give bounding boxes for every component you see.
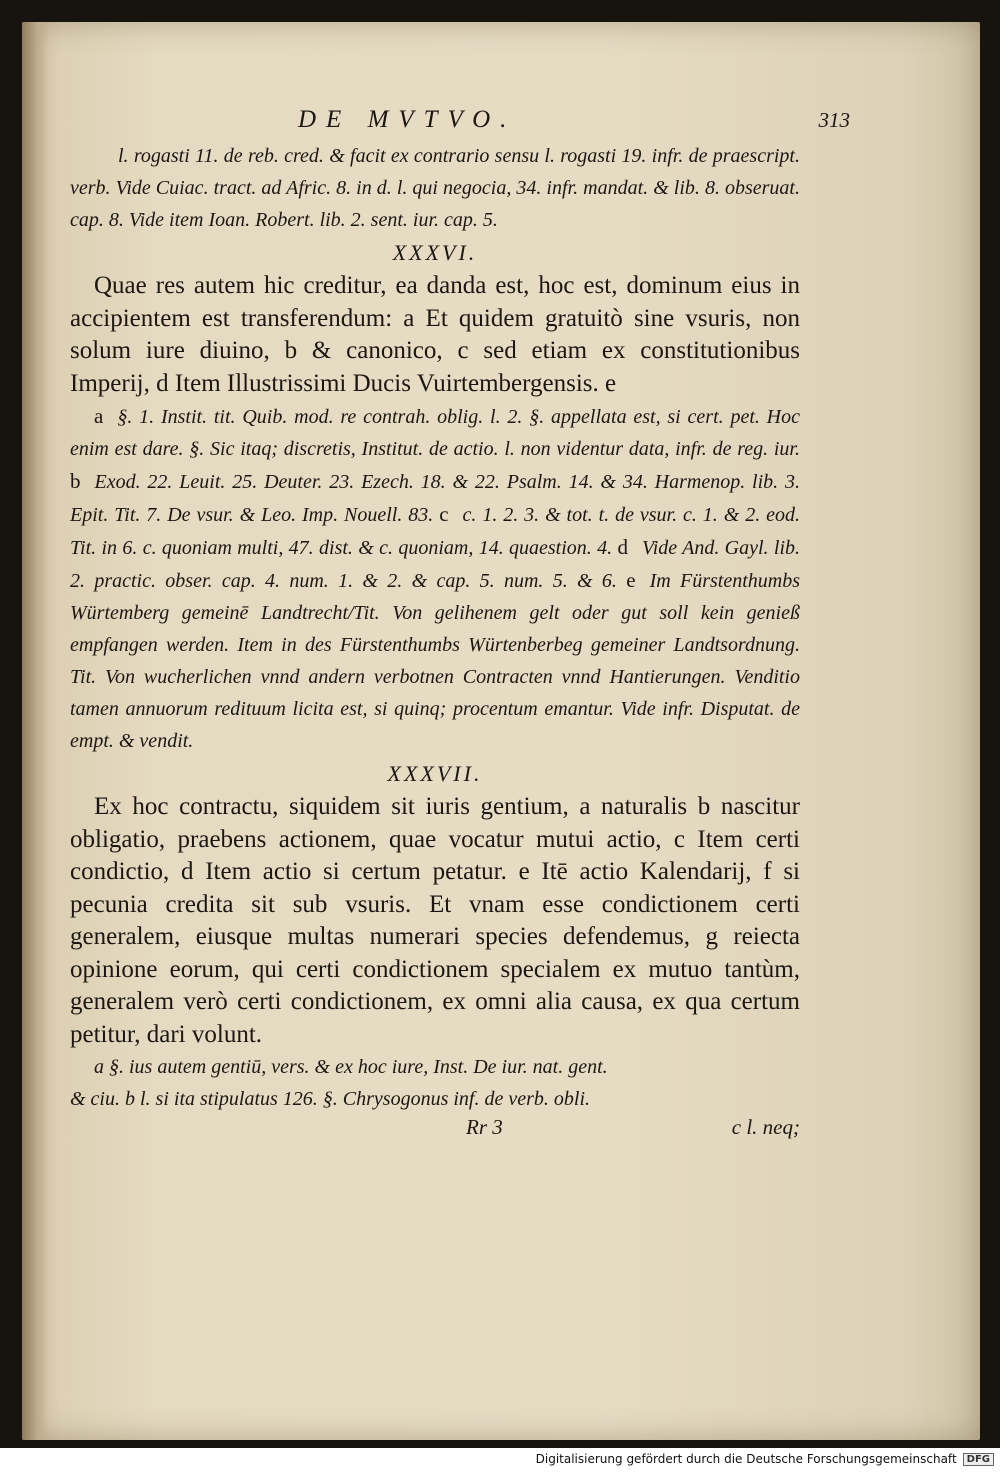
- signature-mark: Rr 3: [466, 1115, 503, 1139]
- top-note: l. rogasti 11. de reb. cred. & facit ex contrario sensu l. rogasti 19. infr. de praescript. verb. Vide Cuiac. tract. ad Afric. 8. in d. l. qui negocia, 34. infr. mandat. & lib. 8. obseruat. cap. 8. Vide item Ioan. Robert. lib. 2. sent. iur. cap. 5.: [70, 145, 800, 231]
- running-title: DE MVTVO.: [298, 106, 517, 133]
- catchword: c l. neq;: [731, 1115, 800, 1139]
- note-mark: b: [70, 469, 81, 493]
- signature-line: [70, 1115, 800, 1145]
- note-text: Im Fürstenthumbs Würtemberg gemeinē Landtrecht/Tit. Von gelihenem gelt oder gut soll kein genieß empfangen werden. Item in des Fürstenthumbs Würtenberbeg gemeiner Landtsordnung. Tit. Von wucherlichen vnnd andern verbotnen Contracten vnnd Hantierungen. Venditio tamen annuorum redituum licita est, si quinq; procentum emantur. Vide infr. Disputat. de empt. & vendit.: [70, 570, 801, 752]
- page-number: 313: [818, 108, 850, 132]
- note-text: c. 1. 2. 3. & tot. t. de vsur. c. 1. & 2. eod. Tit. in 6. c. quoniam multi, 47. dist. & c. quoniam, 14. quaestion. 4.: [70, 504, 800, 559]
- section-text-36: Quae res autem hic creditur, ea danda est, hoc est, dominum eius in accipientem est transferendum: a Et quidem gratuitò sine vsuris, non solum iure diuino, b & canonico, c sed etiam ex constitutionibus Imperij, d Item Illustrissimi Ducis Vuirtembergensis. e: [70, 272, 800, 397]
- note-mark: c: [439, 502, 449, 526]
- book-page: [22, 22, 980, 1440]
- footer-text: Digitalisierung gefördert durch die Deutsche Forschungsgemeinschaft: [535, 1452, 957, 1466]
- page-text: [70, 106, 850, 1145]
- footnote-a: [70, 400, 800, 757]
- section-heading-36: XXXVI.: [392, 240, 478, 265]
- page-gutter: [22, 22, 48, 1440]
- note-text: §. 1. Instit. tit. Quib. mod. re contrah. oblig. l. 2. §. appellata est, si cert. pet. Hoc enim est dare. §. Sic itaq; discretis, Institut. de actio. l. non videntur data, infr. de reg. iur.: [70, 406, 800, 460]
- dfg-logo-icon: DFG: [963, 1453, 994, 1466]
- section-text-37: Ex hoc contractu, siquidem sit iuris gentium, a naturalis b nascitur obligatio, praebens actionem, quae vocatur mutui actio, c Item certi condictio, d Item actio si certum petatur. e Itē actio Kalendarij, f si pecunia credita sit sub vsuris. Et vnam esse condictionem certi generalem, eiusque multas numerari species defendemus, g reiecta opinione eorum, qui certi condictionem specialem ex mutuo tantùm, generalem verò certi condictionem, ex omni alia causa, ex qua certum petitur, dari volunt.: [70, 793, 800, 1048]
- note-text: Exod. 22. Leuit. 25. Deuter. 23. Ezech. 18. & 22. Psalm. 14. & 34. Harmenop. lib. 3. Epit. Tit. 7. De vsur. & Leo. Imp. Nouell. 83.: [70, 471, 800, 526]
- footer-credit: [536, 1452, 994, 1466]
- footnote-line-1: a §. ius autem gentiū, vers. & ex hoc iure, Inst. De iur. nat. gent.: [94, 1056, 608, 1078]
- note-mark: e: [626, 568, 636, 592]
- page-header: [70, 106, 850, 136]
- note-mark: a: [94, 404, 104, 428]
- footnote-line-2: & ciu. b l. si ita stipulatus 126. §. Chrysogonus inf. de verb. obli.: [70, 1088, 590, 1110]
- section-heading-37: XXXVII.: [387, 761, 483, 786]
- note-text: Vide And. Gayl. lib. 2. practic. obser. cap. 4. num. 1. & 2. & cap. 5. num. 5. & 6.: [70, 537, 800, 592]
- note-mark: d: [617, 535, 628, 559]
